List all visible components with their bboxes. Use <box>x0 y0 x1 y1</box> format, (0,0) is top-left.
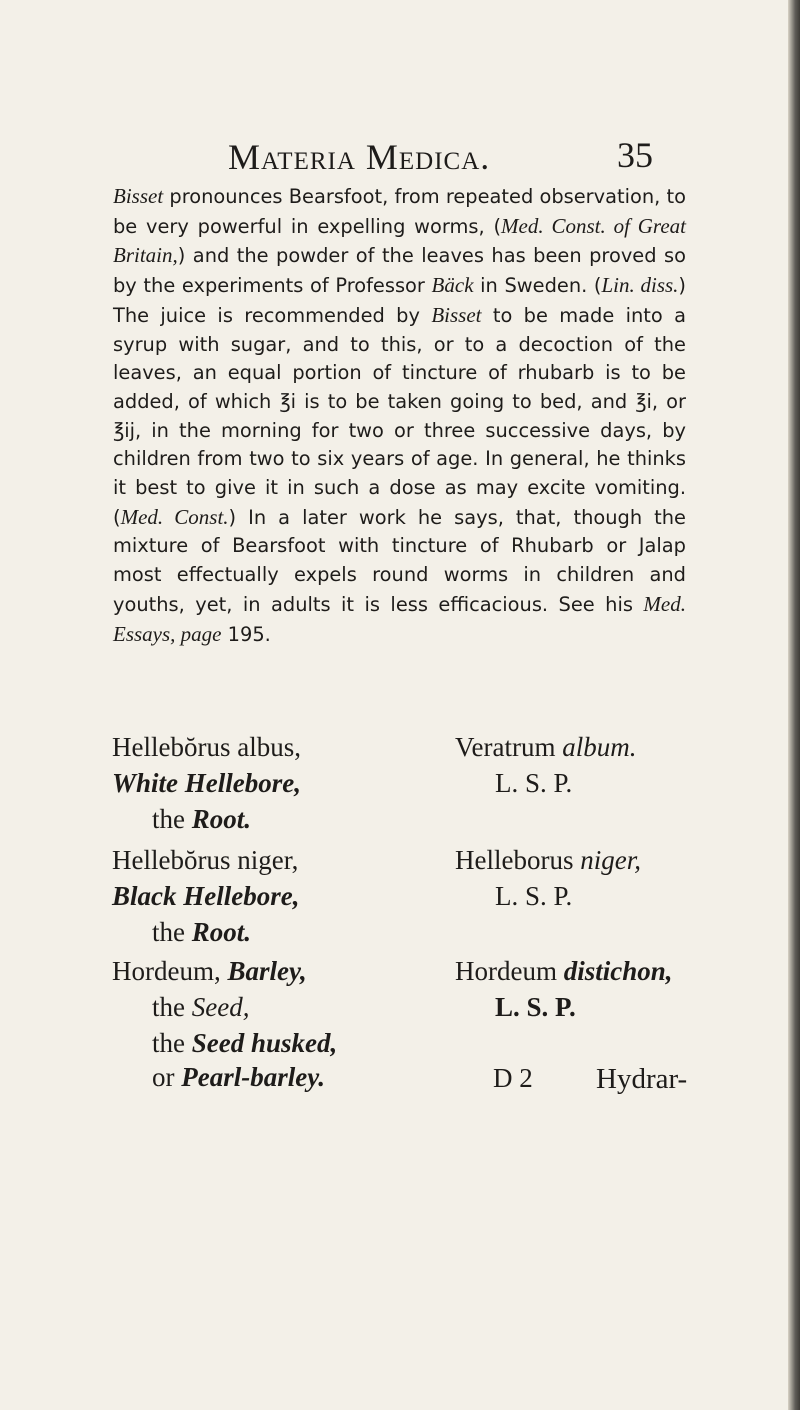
entry-helleborus-niger <box>112 845 298 876</box>
entry-name-italic: niger, <box>580 845 641 875</box>
entry-name: Veratrum <box>455 732 563 762</box>
catchword: Hydrar- <box>596 1063 688 1095</box>
entry-part <box>152 917 251 948</box>
entry-part-name: Pearl-barley. <box>181 1062 325 1092</box>
pharmacopoeia-label: L. S. P. <box>495 992 576 1022</box>
entry-part-name: Seed husked, <box>191 1028 338 1058</box>
entry-helleborus-albus <box>112 732 301 763</box>
entry-text: or <box>152 1062 182 1092</box>
text-span: Med. Const. of Great Britain, <box>113 213 686 268</box>
text-span: 195. <box>221 622 271 646</box>
entry-white-hellebore <box>112 768 301 799</box>
text-span: ) In a later work he says, that, though the mixture of Bearsfoot with tincture of Rhubarb or Jalap most effectually expels round worms in children and youths, yet, in adults it is less efficacious. See his <box>113 505 686 616</box>
pharmacopoeia-mark <box>495 881 572 912</box>
entry-part-name: Root. <box>191 917 252 947</box>
entry-name: Helleborus <box>455 845 581 875</box>
text-span: Bisset <box>431 302 482 327</box>
entry-text: the <box>152 917 192 947</box>
entry-part <box>152 1028 337 1059</box>
text-span: page <box>175 621 222 646</box>
text-span: ) and the powder of the leaves has been proved so by the experiments of Professor <box>113 244 686 298</box>
page-number: 35 <box>617 135 653 175</box>
entry-name-italic: distichon, <box>563 956 673 986</box>
entry-text: the <box>152 1028 192 1058</box>
entry-helleborus-niger-official <box>455 845 641 876</box>
entry-text: the <box>152 992 192 1022</box>
signature-mark: D 2 <box>493 1063 533 1093</box>
entry-part-name: Root. <box>191 804 252 834</box>
entry-veratrum-album <box>455 732 636 763</box>
pharmacopoeia-label: L. S. P. <box>495 881 573 911</box>
common-name: Barley, <box>227 956 307 986</box>
text-span: Lin. diss. <box>601 273 679 298</box>
entry-name: Hordeum, <box>112 956 228 986</box>
entry-text: the <box>152 804 192 834</box>
text-span: Med. Essays, <box>113 591 686 646</box>
text-span: Med. Const. <box>120 504 229 529</box>
text-span: Bisset <box>113 184 164 208</box>
entry-name-italic: album. <box>562 732 637 762</box>
entry-black-hellebore <box>112 881 299 912</box>
pharmacopoeia-label: L. S. P. <box>495 768 573 798</box>
common-name: Black Hellebore, <box>112 881 300 911</box>
text-span: to be made into a syrup with sugar, and to this, or to a decoction of the leaves, an equal portion of tincture of rhubarb is to be added, of which ℥i is to be taken going to bed, and ℥i, or ℥ij, in the morning for two or three successive days, by children from two to six years of age. In general, he thinks it best to give it in such a dose as may excite vomiting. ( <box>113 303 686 529</box>
entry-part <box>152 1062 325 1093</box>
text-span: pronounces Bearsfoot, from repeated observation, to be very powerful in expelling worms, ( <box>113 185 686 238</box>
entry-name: Hellebŏrus albus, <box>112 732 301 762</box>
entry-hordeum-distichon <box>455 956 673 987</box>
running-title: Materia Medica. <box>228 137 491 177</box>
entry-hordeum <box>112 956 307 987</box>
entry-name: Hellebŏrus niger, <box>112 845 299 875</box>
pharmacopoeia-mark <box>495 768 572 799</box>
entry-part <box>152 804 251 835</box>
text-span: ) The juice is recommended by <box>113 274 686 327</box>
entry-name: Hordeum <box>455 956 564 986</box>
entry-part-name: Seed, <box>191 992 250 1022</box>
pharmacopoeia-mark <box>495 992 576 1023</box>
text-span: in Sweden. ( <box>473 274 602 298</box>
entry-part <box>152 992 249 1023</box>
common-name: White Hellebore, <box>112 768 301 798</box>
text-span: Bäck <box>431 273 474 298</box>
